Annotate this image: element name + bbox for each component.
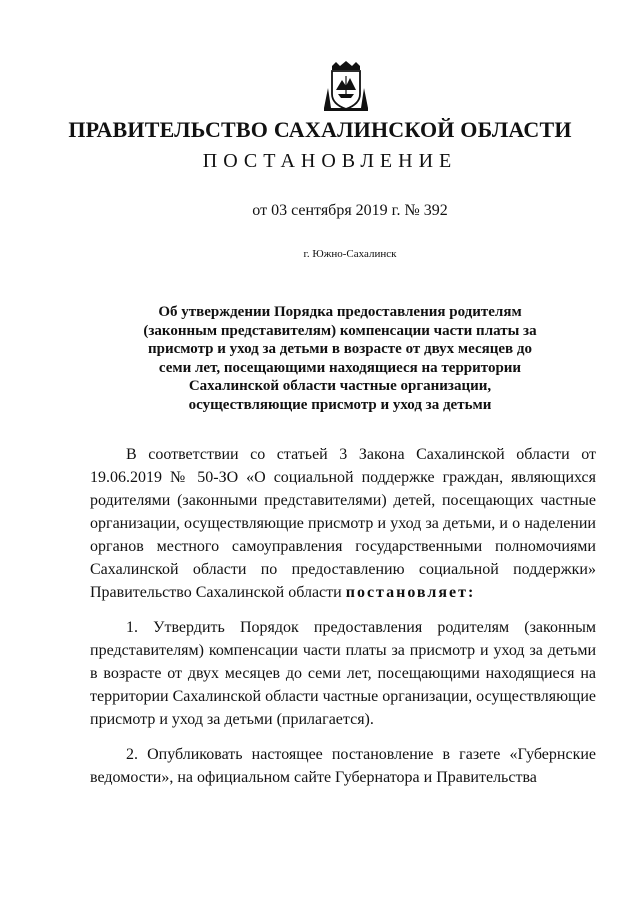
resolution-keyword: постановляет:	[345, 584, 476, 601]
sakhalin-coat-of-arms-icon	[320, 60, 372, 112]
document-type: ПОСТАНОВЛЕНИЕ	[202, 150, 458, 172]
intro-text: В соответствии со статьей 3 Закона Сахалинской области от 19.06.2019 № 50-ЗО «О социальной поддержке граждан, являющихся родителями (законными представителями) детей, посещающих частные организации, осуществляющие присмотр и уход за детьми, и о наделении органов местного самоуправления государственными полномочиями Сахалинской области по предоставлению социальной поддержки» Правительство Сахалинской области	[90, 446, 596, 601]
paragraph-2: 2. Опубликовать настоящее постановление в газете «Губернские ведомости», на официальном сайте Губернатора и Правительства	[90, 746, 596, 786]
document-city: г. Южно-Сахалинск	[303, 248, 397, 260]
document-subject: Об утверждении Порядка предоставления родителям (законным представителям) компенсации части платы за присмотр и уход за детьми в возрасте от двух месяцев до семи лет, посещающими находящиеся на территории Сахалинской области частные организации, осуществляющие присмотр и уход за детьми	[143, 304, 537, 413]
organization-title: ПРАВИТЕЛЬСТВО САХАЛИНСКОЙ ОБЛАСТИ	[68, 117, 572, 142]
intro-paragraph	[90, 443, 596, 604]
document-date-number: от 03 сентября 2019 г. № 392	[252, 202, 448, 219]
document-body	[90, 443, 596, 801]
paragraph-1: 1. Утвердить Порядок предоставления родителям (законным представителям) компенсации части платы за присмотр и уход за детьми в возрасте от двух месяцев до семи лет, посещающими находящиеся на территории Сахалинской области частные организации, осуществляющие присмотр и уход за детьми (прилагается).	[90, 619, 596, 728]
